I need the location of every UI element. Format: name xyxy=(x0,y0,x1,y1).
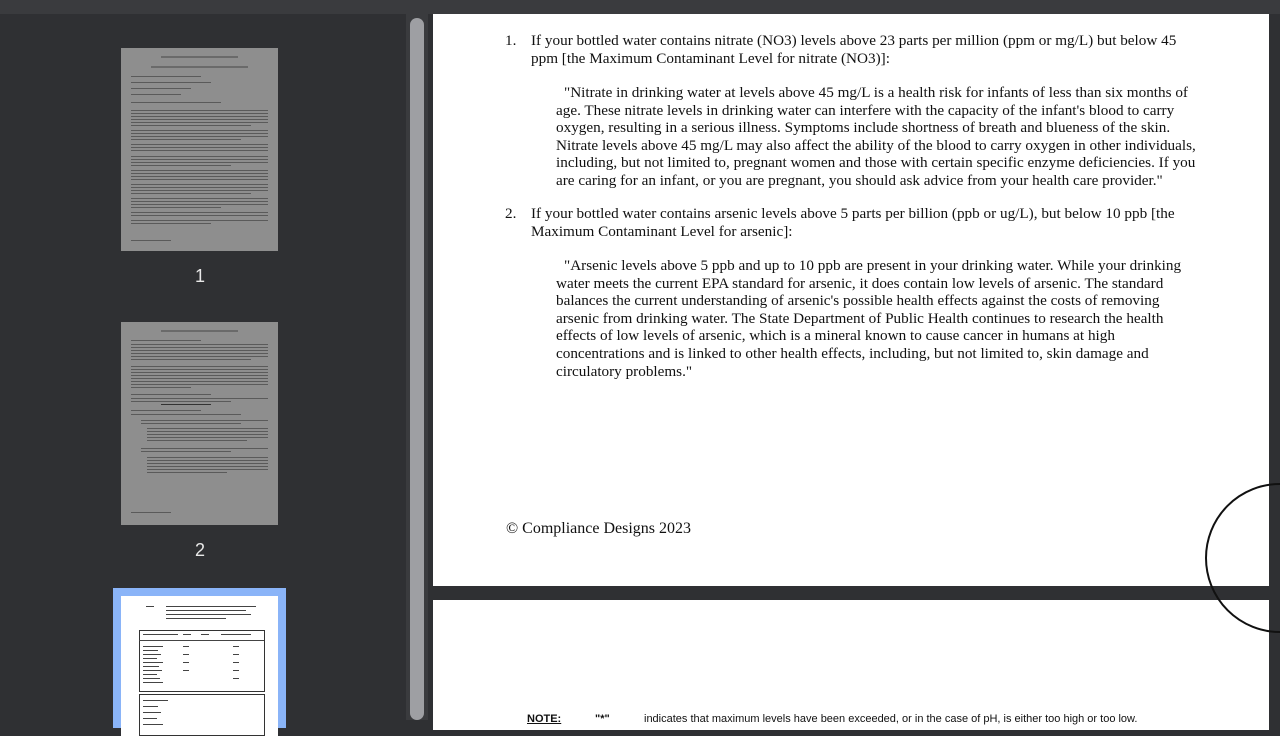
page-thumbnail-3-selected[interactable] xyxy=(113,588,286,728)
note-symbol: "*" xyxy=(595,713,610,725)
copyright-footer: © Compliance Designs 2023 xyxy=(506,520,692,537)
list-item-text: If your bottled water contains arsenic levels above 5 parts per billion (ppb or ug/L), but below 10 ppb [the Maximum Contaminant Level for arsenic]: xyxy=(531,205,1175,240)
list-number: 1. xyxy=(505,32,517,49)
page-thumbnail-1[interactable] xyxy=(121,48,278,251)
thumbnail-header-line xyxy=(161,330,238,332)
document-page-next xyxy=(433,600,1269,730)
thumbnail-title-line xyxy=(151,66,248,68)
list-number: 2. xyxy=(505,205,517,222)
nitrate-quote: "Nitrate in drinking water at levels above 45 mg/L is a health risk for infants of less than six months of age. These nitrate levels in drinking water can interfere with the capacity of the infant's blood to carry oxygen, resulting in a serious illness. Symptoms include shortness of breath and blueness of the skin. Nitrate levels above 45 mg/L may also affect the ability of the blood to carry oxygen in other individuals, including, but not limited to, pregnant women and those with certain specific enzyme deficiencies. If you are caring for an infant, or you are pregnant, you should ask advice from your health care provider." xyxy=(556,84,1196,189)
list-item-1 xyxy=(505,32,1191,67)
page-number-label: 2 xyxy=(194,540,205,560)
note-text: indicates that maximum levels have been exceeded, or in the case of pH, is either too high or too low. xyxy=(644,713,1138,725)
page-thumbnail-3 xyxy=(121,596,278,736)
list-item-2 xyxy=(505,205,1191,240)
arsenic-quote: "Arsenic levels above 5 ppb and up to 10 ppb are present in your drinking water. While your drinking water meets the current EPA standard for arsenic, it does contain low levels of arsenic. The standard balances the current understanding of arsenic's possible health effects against the costs of removing arsenic from drinking water. The State Department of Public Health continues to research the health effects of low levels of arsenic, which is a mineral known to cause cancer in humans at high concentrations and is linked to other health effects, including, but not limited to, skin damage and circulatory problems." xyxy=(556,257,1182,380)
list-item-text: If your bottled water contains nitrate (NO3) levels above 23 parts per million (ppm or mg/L) but below 45 ppm [the Maximum Contaminant Level for nitrate (NO3)]: xyxy=(531,32,1177,67)
document-page xyxy=(433,14,1269,586)
top-toolbar xyxy=(0,0,1280,14)
note-label: NOTE: xyxy=(527,713,562,725)
page-thumbnail-2[interactable] xyxy=(121,322,278,525)
thumbnail-header-line xyxy=(161,56,238,58)
document-scrollbar-thumb[interactable] xyxy=(410,18,424,720)
page-number-label: 1 xyxy=(194,266,205,286)
